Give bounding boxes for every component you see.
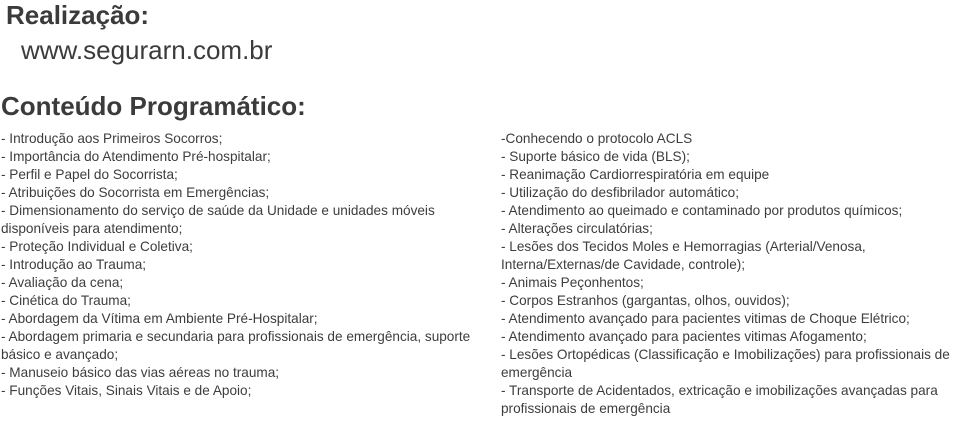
program-list-right: [501, 130, 966, 418]
program-list-left: [1, 130, 476, 400]
realizacao-heading: Realização:: [6, 0, 150, 30]
list-item: - Lesões dos Tecidos Moles e Hemorragias (Arterial/Venosa, Interna/Externas/de Cavidade, controle);: [501, 239, 866, 272]
list-item: - Dimensionamento do serviço de saúde da Unidade e unidades móveis disponíveis para atendimento;: [1, 203, 435, 236]
list-item: - Atendimento avançado para pacientes vitimas Afogamento;: [501, 329, 867, 344]
list-item: - Animais Peçonhentos;: [501, 275, 644, 290]
list-item: - Atribuições do Socorrista em Emergências;: [1, 185, 270, 200]
list-item: - Introdução aos Primeiros Socorros;: [1, 131, 223, 146]
list-item: - Atendimento avançado para pacientes vitimas de Choque Elétrico;: [501, 311, 910, 326]
list-item: - Importância do Atendimento Pré-hospitalar;: [1, 149, 271, 164]
list-item: - Cinética do Trauma;: [1, 293, 131, 308]
website-url: www.segurarn.com.br: [21, 35, 273, 65]
list-item: - Introdução ao Trauma;: [1, 257, 147, 272]
list-item: - Reanimação Cardiorrespiratória em equipe: [501, 167, 770, 182]
list-item: - Alterações circulatórias;: [501, 221, 653, 236]
list-item: - Corpos Estranhos (gargantas, olhos, ouvidos);: [501, 293, 790, 308]
list-item: - Avaliação da cena;: [1, 275, 124, 290]
list-item: - Lesões Ortopédicas (Classificação e Imobilizações) para profissionais de emergência: [501, 347, 950, 380]
list-item: - Utilização do desfibrilador automático;: [501, 185, 740, 200]
list-item: - Abordagem da Vítima em Ambiente Pré-Hospitalar;: [1, 311, 318, 326]
list-item: - Transporte de Acidentados, extricação e imobilizações avançadas para profissionais de emergência: [501, 383, 938, 416]
program-content-heading: Conteúdo Programático:: [1, 91, 306, 121]
list-item: - Funções Vitais, Sinais Vitais e de Apoio;: [1, 383, 252, 398]
list-item: - Suporte básico de vida (BLS);: [501, 149, 690, 164]
list-item: - Perfil e Papel do Socorrista;: [1, 167, 178, 182]
list-item: -Conhecendo o protocolo ACLS: [501, 131, 693, 146]
list-item: - Abordagem primaria e secundaria para profissionais de emergência, suporte básico e avançado;: [1, 329, 471, 362]
list-item: - Atendimento ao queimado e contaminado por produtos químicos;: [501, 203, 903, 218]
list-item: - Manuseio básico das vias aéreas no trauma;: [1, 365, 280, 380]
list-item: - Proteção Individual e Coletiva;: [1, 239, 193, 254]
